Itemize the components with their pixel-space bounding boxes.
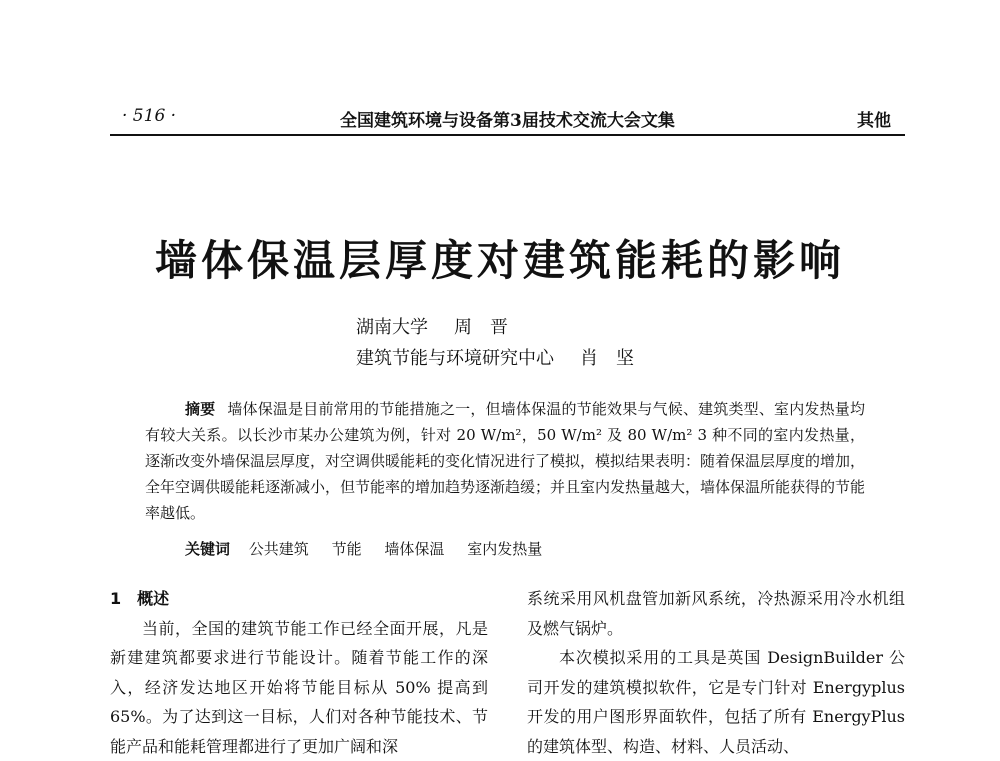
body-column-right <box>527 584 905 761</box>
author-line-2 <box>356 344 634 370</box>
journal-title: 全国建筑环境与设备第3届技术交流大会文集 <box>340 106 675 131</box>
author-name: 肖 坚 <box>580 348 634 369</box>
keyword: 墙体保温 <box>384 540 444 558</box>
page-number: · 516 · <box>122 106 176 126</box>
abstract-label: 摘要 <box>185 400 215 418</box>
author-affiliation: 建筑节能与环境研究中心 <box>356 348 554 369</box>
abstract <box>145 396 865 526</box>
abstract-text: 墙体保温是目前常用的节能措施之一，但墙体保温的节能效果与气候、建筑类型、室内发热量均有较大关系。以长沙市某办公建筑为例，针对 20 W/m²，50 W/m² 及 80 W/m² 3 种不同的室内发热量，逐渐改变外墙保温层厚度，对空调供暖能耗的变化情况进行了模拟，模拟结果表明：随着保温层厚度的增加，全年空调供暖能耗逐渐减小，但节能率的增加趋势逐渐趋缓；并且室内发热量越大，墙体保温所能获得的节能率越低。 <box>145 400 865 522</box>
keywords-label: 关键词 <box>185 540 230 558</box>
body-paragraph: 系统采用风机盘管加新风系统，冷热源采用冷水机组及燃气锅炉。 <box>527 584 905 643</box>
keyword: 室内发热量 <box>467 540 542 558</box>
body-paragraph: 当前，全国的建筑节能工作已经全面开展，凡是新建建筑都要求进行节能设计。随着节能工作的深入，经济发达地区开始将节能目标从 50% 提高到 65%。为了达到这一目标，人们对各种节能技术、节能产品和能耗管理都进行了更加广阔和深 <box>110 614 488 761</box>
author-affiliation: 湖南大学 <box>356 317 428 338</box>
keyword: 节能 <box>332 540 362 558</box>
author-line-1 <box>356 313 508 339</box>
keyword: 公共建筑 <box>249 540 309 558</box>
body-column-left <box>110 584 488 761</box>
paper-title: 墙体保温层厚度对建筑能耗的影响 <box>0 228 1000 288</box>
keywords <box>185 538 560 559</box>
body-paragraph: 本次模拟采用的工具是英国 DesignBuilder 公司开发的建筑模拟软件，它是专门针对 Energyplus 开发的用户图形界面软件，包括了所有 EnergyPlus 的建筑体型、构造、材料、人员活动、 <box>527 643 905 761</box>
section-heading: 1 概述 <box>110 584 488 614</box>
running-header <box>110 104 905 136</box>
section-label: 其他 <box>857 106 891 131</box>
author-name: 周 晋 <box>454 317 508 338</box>
